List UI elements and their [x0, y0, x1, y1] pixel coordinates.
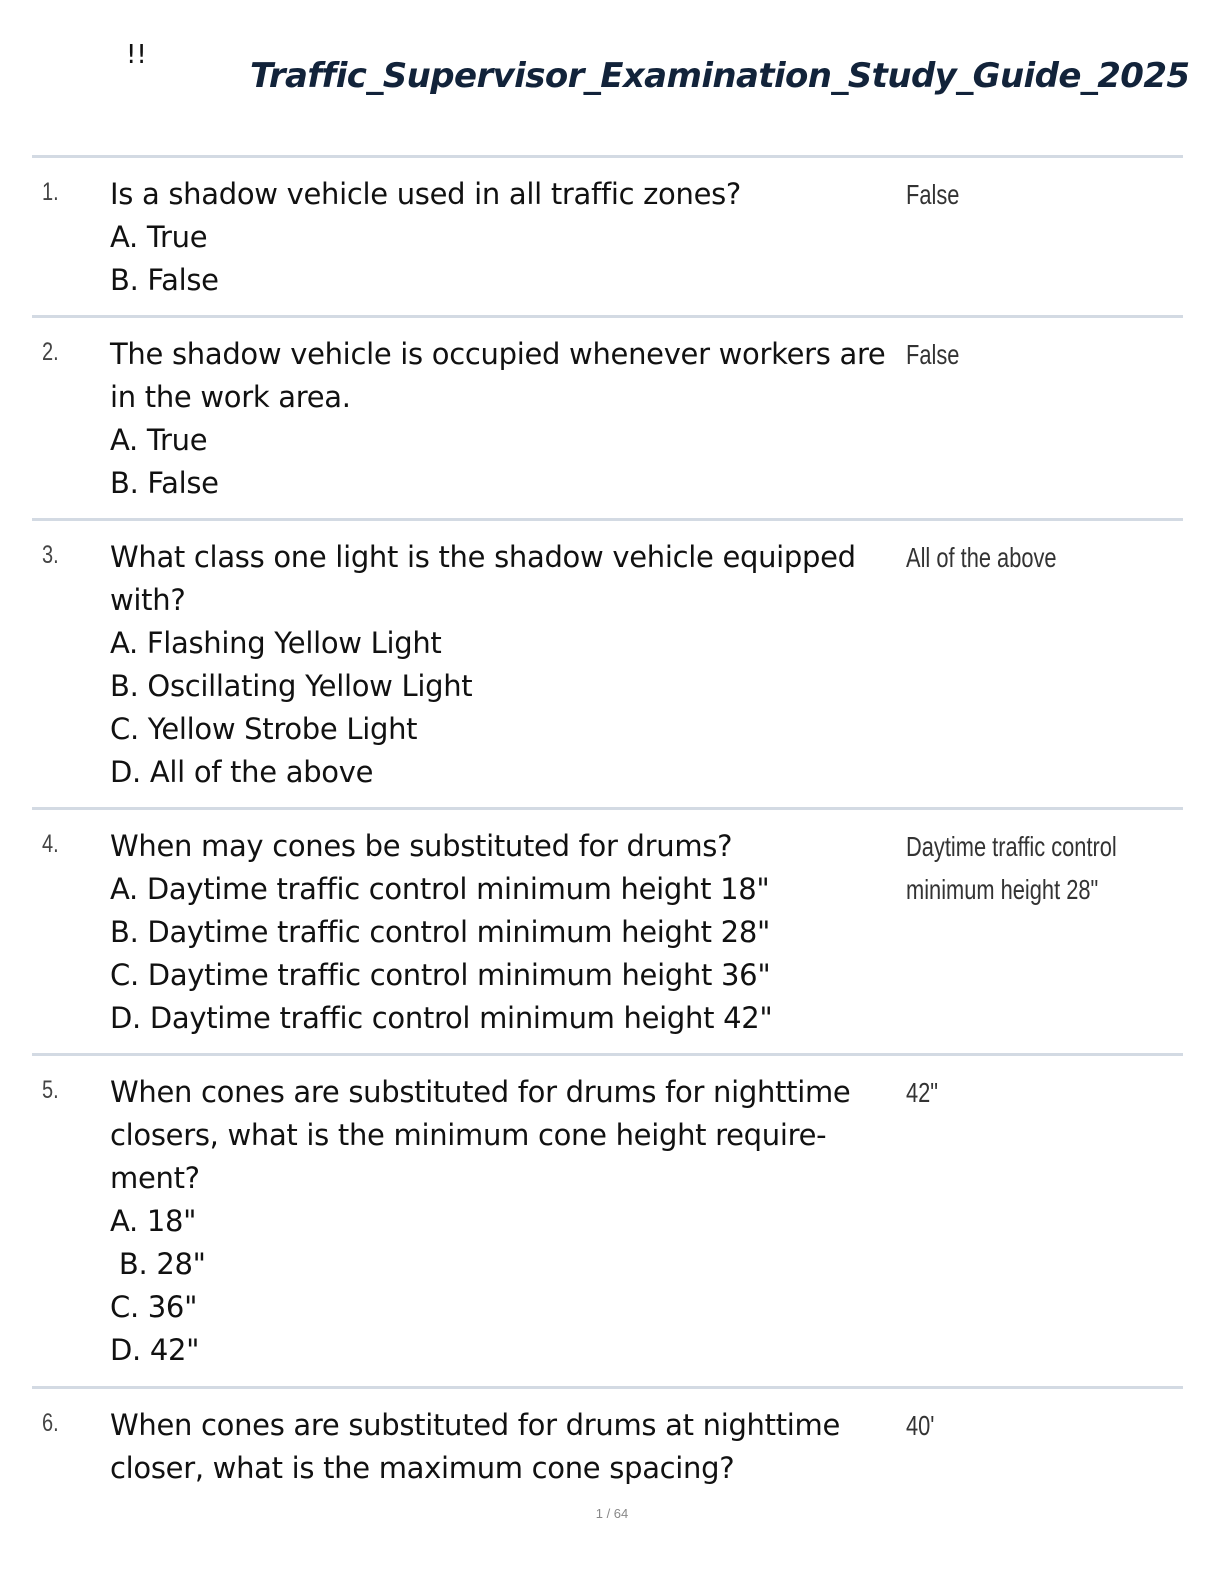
answer-option: B. Oscillating Yellow Light: [110, 669, 473, 703]
question-text: What class one light is the shadow vehicle equipped: [110, 540, 856, 574]
correct-answer: All of the above: [906, 542, 1057, 573]
question-number: 1.: [42, 178, 59, 206]
question-number: 4.: [42, 830, 59, 858]
question-text: closer, what is the maximum cone spacing?: [110, 1451, 735, 1485]
answer-option: A. True: [110, 423, 208, 457]
question-text: closers, what is the minimum cone height require-: [110, 1118, 827, 1152]
question-text: Is a shadow vehicle used in all traffic zones?: [110, 177, 742, 211]
document-title: Traffic_Supervisor_Examination_Study_Guide_2025: [250, 56, 1190, 96]
question-row-6: [32, 1386, 1183, 1506]
question-text: ment?: [110, 1161, 200, 1195]
answer-option: A. Daytime traffic control minimum height 18": [110, 872, 770, 906]
question-body: [110, 1071, 910, 1372]
answer-option: B. False: [110, 466, 219, 500]
question-text: with?: [110, 583, 186, 617]
question-number: 2.: [42, 338, 59, 366]
question-text: When may cones be substituted for drums?: [110, 829, 733, 863]
header-mark: !!: [126, 40, 147, 70]
question-body: [110, 173, 910, 302]
question-body: [110, 825, 910, 1040]
question-text: in the work area.: [110, 380, 351, 414]
answer-option: C. Yellow Strobe Light: [110, 712, 418, 746]
correct-answer-line: Daytime traffic control: [906, 831, 1117, 862]
answer-option: D. 42": [110, 1333, 200, 1367]
question-text: When cones are substituted for drums at nighttime: [110, 1408, 841, 1442]
answer-option: B. Daytime traffic control minimum height 28": [110, 915, 771, 949]
correct-answer: [906, 825, 1187, 911]
question-text: When cones are substituted for drums for nighttime: [110, 1075, 851, 1109]
correct-answer: 42": [906, 1077, 939, 1108]
answer-option: A. 18": [110, 1204, 197, 1238]
correct-answer-line: minimum height 28": [906, 874, 1099, 905]
question-row-3: [32, 518, 1183, 807]
question-body: [110, 1404, 910, 1490]
answer-option: B. False: [110, 263, 219, 297]
question-row-1: [32, 155, 1183, 315]
correct-answer: 40': [906, 1410, 935, 1441]
question-body: [110, 333, 910, 505]
answer-option: B. 28": [110, 1247, 206, 1281]
answer-option: D. Daytime traffic control minimum height 42": [110, 1001, 773, 1035]
question-number: 3.: [42, 541, 59, 569]
correct-answer: False: [906, 339, 960, 370]
question-list: [32, 155, 1183, 1506]
answer-option: A. True: [110, 220, 208, 254]
question-row-4: [32, 807, 1183, 1053]
question-body: [110, 536, 910, 794]
question-row-2: [32, 315, 1183, 518]
question-number: 6.: [42, 1409, 59, 1437]
answer-option: D. All of the above: [110, 755, 374, 789]
question-number: 5.: [42, 1076, 59, 1104]
answer-option: C. Daytime traffic control minimum height 36": [110, 958, 771, 992]
correct-answer: False: [906, 179, 960, 210]
question-row-5: [32, 1053, 1183, 1386]
answer-option: A. Flashing Yellow Light: [110, 626, 442, 660]
question-text: The shadow vehicle is occupied whenever workers are: [110, 337, 886, 371]
answer-option: C. 36": [110, 1290, 198, 1324]
page-number: 1 / 64: [595, 1506, 629, 1521]
